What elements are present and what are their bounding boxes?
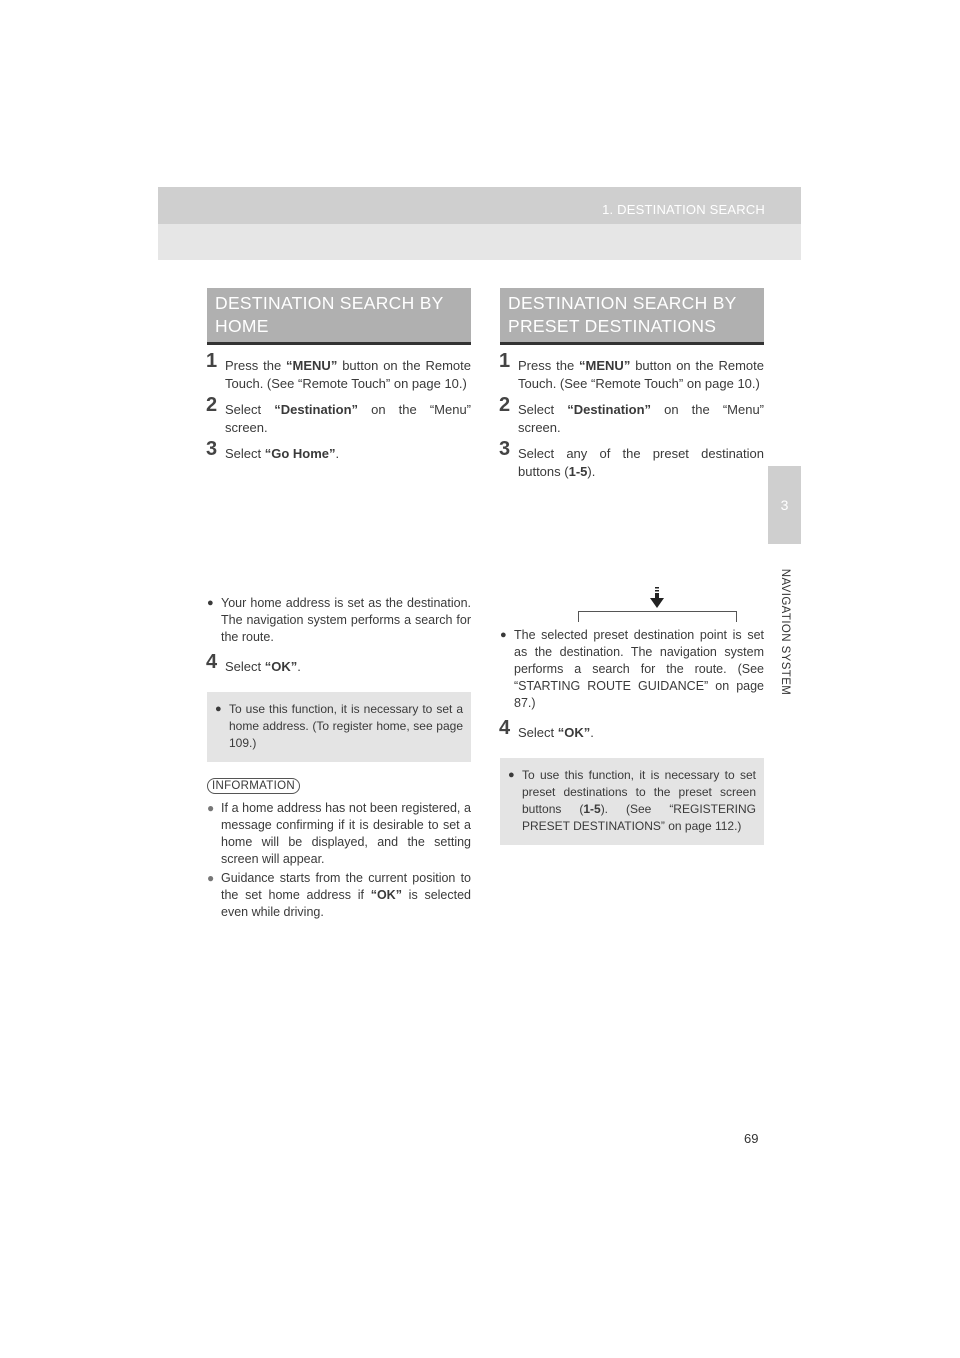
step-number: 2: [206, 394, 218, 416]
step-key: “OK”: [264, 659, 298, 674]
step-3: [206, 438, 471, 463]
screen-image-placeholder: [207, 463, 471, 595]
note-box: [207, 692, 471, 762]
note-text: To use this function, it is necessary to set a home address. (To register home, see page 109.): [229, 702, 463, 750]
note-bullet: [508, 767, 756, 835]
step-text: .: [297, 659, 301, 674]
info-item-1: [207, 800, 471, 868]
step-text: Press the: [518, 358, 580, 373]
note-text: To use this function, it is necessary to set preset destinations to the preset screen buttons (: [522, 768, 756, 816]
preset-bracket: [578, 611, 737, 622]
chapter-tab-number: 3: [768, 466, 801, 544]
result-bullet: [500, 627, 764, 712]
info-key: “OK”: [370, 888, 402, 902]
step-number: 1: [206, 350, 218, 372]
bullet-icon: ●: [508, 769, 515, 781]
step-number: 4: [206, 651, 218, 673]
step-text: Select: [518, 725, 558, 740]
header-title: 1. DESTINATION SEARCH: [602, 202, 765, 217]
section-title-line1: DESTINATION SEARCH BY: [508, 293, 737, 313]
step-key: “Destination”: [567, 402, 652, 417]
step-4: [499, 717, 764, 742]
step-text: on the “Menu” screen.: [225, 402, 472, 435]
step-text: Select: [225, 402, 275, 417]
step-number: 3: [499, 438, 511, 460]
chapter-tab-text: NAVIGATION SYSTEM: [779, 568, 791, 696]
step-1: [499, 350, 764, 393]
bullet-icon: ●: [207, 801, 215, 815]
bullet-icon: ●: [500, 629, 507, 641]
info-text: is selected even while driving.: [221, 888, 472, 919]
step-key: “MENU”: [579, 358, 631, 373]
step-key: “Destination”: [274, 402, 359, 417]
section-title-line2: HOME: [215, 316, 269, 336]
chapter-tab-label: [773, 552, 797, 712]
step-number: 3: [206, 438, 218, 460]
step-number: 2: [499, 394, 511, 416]
section-title-line1: DESTINATION SEARCH BY: [215, 293, 444, 313]
bullet-text: The selected preset destination point is set as the destination. The navigation system performs a search for the route. (See “STARTING ROUTE GUIDANCE” on page 87.): [514, 628, 764, 710]
down-arrow-icon: [650, 587, 664, 609]
bullet-icon: ●: [207, 597, 214, 609]
note-key: 1-5: [583, 802, 601, 816]
header-bar: [158, 187, 801, 224]
section-title-line2: PRESET DESTINATIONS: [508, 316, 717, 336]
note-bullet: [215, 701, 463, 752]
right-column: [500, 288, 764, 845]
step-text: .: [335, 446, 340, 461]
step-text: Select any of the preset destination buttons (: [518, 446, 764, 479]
step-key: 1-5: [568, 464, 588, 479]
step-2: [499, 394, 765, 437]
step-text: Select: [518, 402, 568, 417]
step-3: [499, 438, 764, 481]
step-number: 1: [499, 350, 511, 372]
step-text: ).: [587, 464, 596, 479]
page-number: 69: [744, 1131, 759, 1146]
step-text: Select: [225, 659, 265, 674]
step-text: .: [590, 725, 594, 740]
result-bullet: [207, 595, 471, 646]
step-text: Select: [225, 446, 265, 461]
step-1: [206, 350, 471, 393]
step-key: “OK”: [557, 725, 591, 740]
bullet-icon: ●: [215, 703, 222, 715]
section-title-preset: [500, 288, 764, 345]
note-text: ). (See “REGISTERING PRESET DESTINATIONS” on page 112.): [522, 802, 756, 833]
step-text: button on the Remote Touch. (See “Remote Touch” on page 10.): [518, 358, 764, 391]
note-box: [500, 758, 764, 845]
information-badge: INFORMATION: [207, 778, 300, 794]
step-text: button on the Remote Touch. (See “Remote Touch” on page 10.): [225, 358, 471, 391]
bullet-icon: ●: [207, 871, 215, 885]
screen-image-placeholder: [500, 481, 764, 627]
info-text: If a home address has not been registered, a message confirming if it is desirable to set a home will be displayed, and the setting screen will appear.: [221, 801, 471, 866]
step-number: 4: [499, 717, 511, 739]
step-key: “MENU”: [286, 358, 338, 373]
header-sub-bar: [158, 224, 801, 260]
bullet-text: Your home address is set as the destination. The navigation system performs a search for the route.: [221, 596, 471, 644]
step-key: “Go Home”: [264, 446, 336, 461]
info-item-2: [207, 870, 471, 921]
step-text: Press the: [225, 358, 287, 373]
step-4: [206, 651, 471, 676]
step-text: on the “Menu” screen.: [518, 402, 765, 435]
section-title-home: [207, 288, 471, 345]
step-2: [206, 394, 472, 437]
info-text: Guidance starts from the current position to the set home address if: [221, 871, 471, 902]
left-column: [207, 288, 471, 921]
